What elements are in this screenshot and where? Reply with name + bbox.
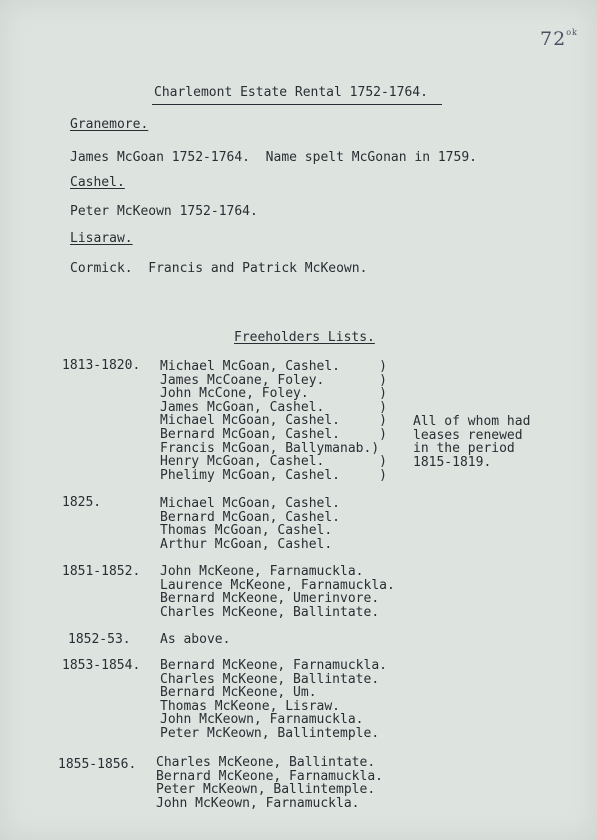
list-item: Michael McGoan, Cashel. ) xyxy=(160,359,387,374)
list-item: James McGoan, Cashel. ) xyxy=(160,399,387,415)
note-line: 1815-1819. xyxy=(413,454,492,470)
list-item: Bernard McGoan, Cashel. xyxy=(160,509,341,525)
list-item: Michael McGoan, Cashel. xyxy=(160,496,341,511)
list-item: Francis McGoan, Ballymanab.) xyxy=(160,440,380,456)
section-text-lisaraw: Cormick. Francis and Patrick McKeown. xyxy=(70,261,368,276)
list-item: John McCone, Foley. ) xyxy=(160,386,387,402)
section-heading-lisaraw: Lisaraw. xyxy=(70,231,133,246)
freeholder-years: 1855-1856. xyxy=(58,757,137,772)
page-number-value: 72 xyxy=(540,28,567,50)
note-line: leases renewed xyxy=(413,427,523,443)
freeholders-title: Freeholders Lists. xyxy=(234,330,375,345)
list-item: Michael McGoan, Cashel. ) xyxy=(160,413,387,429)
freeholder-note xyxy=(413,415,530,469)
list-item: Bernard McKeone, Umerinvore. xyxy=(160,591,380,607)
freeholder-years: 1853-1854. xyxy=(62,658,141,673)
page-number xyxy=(540,28,578,50)
section-heading-granemore: Granemore. xyxy=(70,117,149,132)
section-heading-cashel: Cashel. xyxy=(70,175,125,190)
freeholder-years: 1813-1820. xyxy=(62,358,141,373)
freeholder-years: 1851-1852. xyxy=(62,564,141,579)
list-item: As above. xyxy=(160,632,231,647)
section-text-granemore: James McGoan 1752-1764. Name spelt McGonan in 1759. xyxy=(70,150,477,165)
list-item: John McKeown, Farnamuckla. xyxy=(156,795,360,811)
freeholder-years: 1852-53. xyxy=(68,632,131,647)
list-item: Bernard McKeone, Um. xyxy=(160,685,317,701)
list-item: John McKeown, Farnamuckla. xyxy=(160,712,364,728)
list-item: Bernard McGoan, Cashel. ) xyxy=(160,426,387,442)
freeholder-names-list xyxy=(156,756,383,810)
freeholder-names-list xyxy=(160,633,230,647)
document-title: Charlemont Estate Rental 1752-1764. xyxy=(154,85,428,100)
note-line: All of whom had xyxy=(413,414,531,429)
list-item: James McCoane, Foley. ) xyxy=(160,372,387,388)
list-item: John McKeone, Farnamuckla. xyxy=(160,564,364,579)
list-item: Henry McGoan, Cashel. ) xyxy=(160,454,387,470)
note-line: in the period xyxy=(413,441,515,457)
list-item: Charles McKeone, Ballintate. xyxy=(160,604,380,620)
list-item: Bernard McKeone, Farnamuckla. xyxy=(156,768,383,784)
freeholder-names-list xyxy=(160,497,340,551)
freeholder-names-list xyxy=(160,360,387,482)
list-item: Bernard McKeone, Farnamuckla. xyxy=(160,658,387,673)
freeholder-names-list xyxy=(160,659,387,741)
list-item: Peter McKeown, Ballintemple. xyxy=(156,782,376,798)
freeholder-names-list xyxy=(160,565,395,619)
list-item: Charles McKeone, Ballintate. xyxy=(160,671,380,687)
list-item: Thomas McKeone, Lisraw. xyxy=(160,698,341,714)
list-item: Phelimy McGoan, Cashel. ) xyxy=(160,467,387,483)
list-item: Charles McKeone, Ballintate. xyxy=(156,755,376,770)
page-number-mark: ok xyxy=(566,28,578,37)
list-item: Laurence McKeone, Farnamuckla. xyxy=(160,577,395,593)
title-underline xyxy=(152,104,442,105)
freeholder-years: 1825. xyxy=(62,495,102,510)
list-item: Arthur McGoan, Cashel. xyxy=(160,536,333,552)
list-item: Thomas McGoan, Cashel. xyxy=(160,523,333,539)
list-item: Peter McKeown, Ballintemple. xyxy=(160,725,380,741)
section-text-cashel: Peter McKeown 1752-1764. xyxy=(70,204,258,219)
